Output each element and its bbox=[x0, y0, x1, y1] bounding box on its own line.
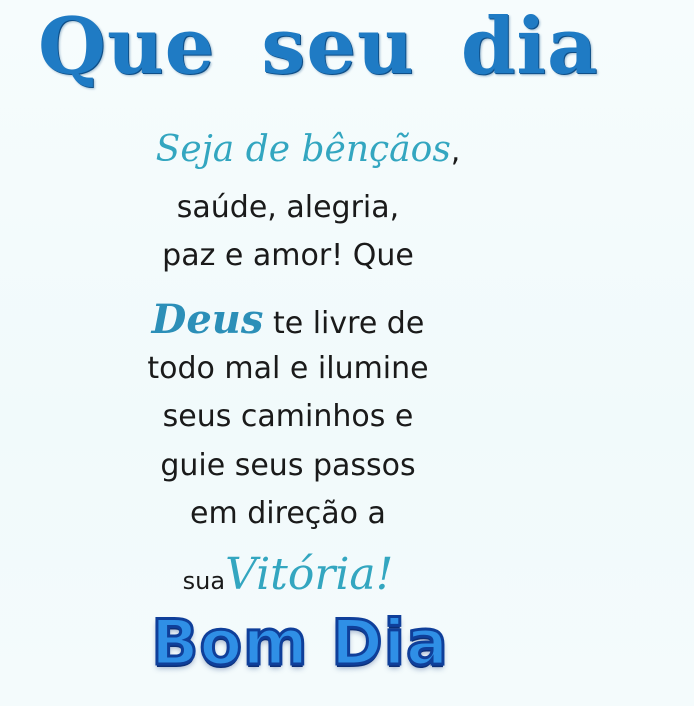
message-line-8: em direção a bbox=[190, 496, 386, 531]
message-line-4 bbox=[0, 296, 576, 343]
sua-text: sua bbox=[182, 567, 226, 595]
deus-script-text: Deus bbox=[151, 296, 264, 343]
line-1-punctuation: , bbox=[450, 134, 461, 169]
message-line-1 bbox=[20, 129, 596, 170]
line-4-rest: te livre de bbox=[263, 306, 425, 341]
message-line-5: todo mal e ilumine bbox=[147, 351, 429, 386]
blessings-script-text: Seja de bênçãos bbox=[155, 129, 451, 170]
bom-dia-heading: Bom Dia bbox=[151, 606, 449, 679]
vitoria-script-text: Vitória! bbox=[225, 549, 394, 600]
message-line-7: guie seus passos bbox=[160, 448, 416, 483]
message-line-3: paz e amor! Que bbox=[162, 238, 414, 273]
card-title: Que seu dia bbox=[38, 1, 599, 92]
message-line-9 bbox=[0, 549, 576, 600]
message-line-6: seus caminhos e bbox=[162, 399, 414, 434]
message-line-2: saúde, alegria, bbox=[176, 190, 400, 225]
